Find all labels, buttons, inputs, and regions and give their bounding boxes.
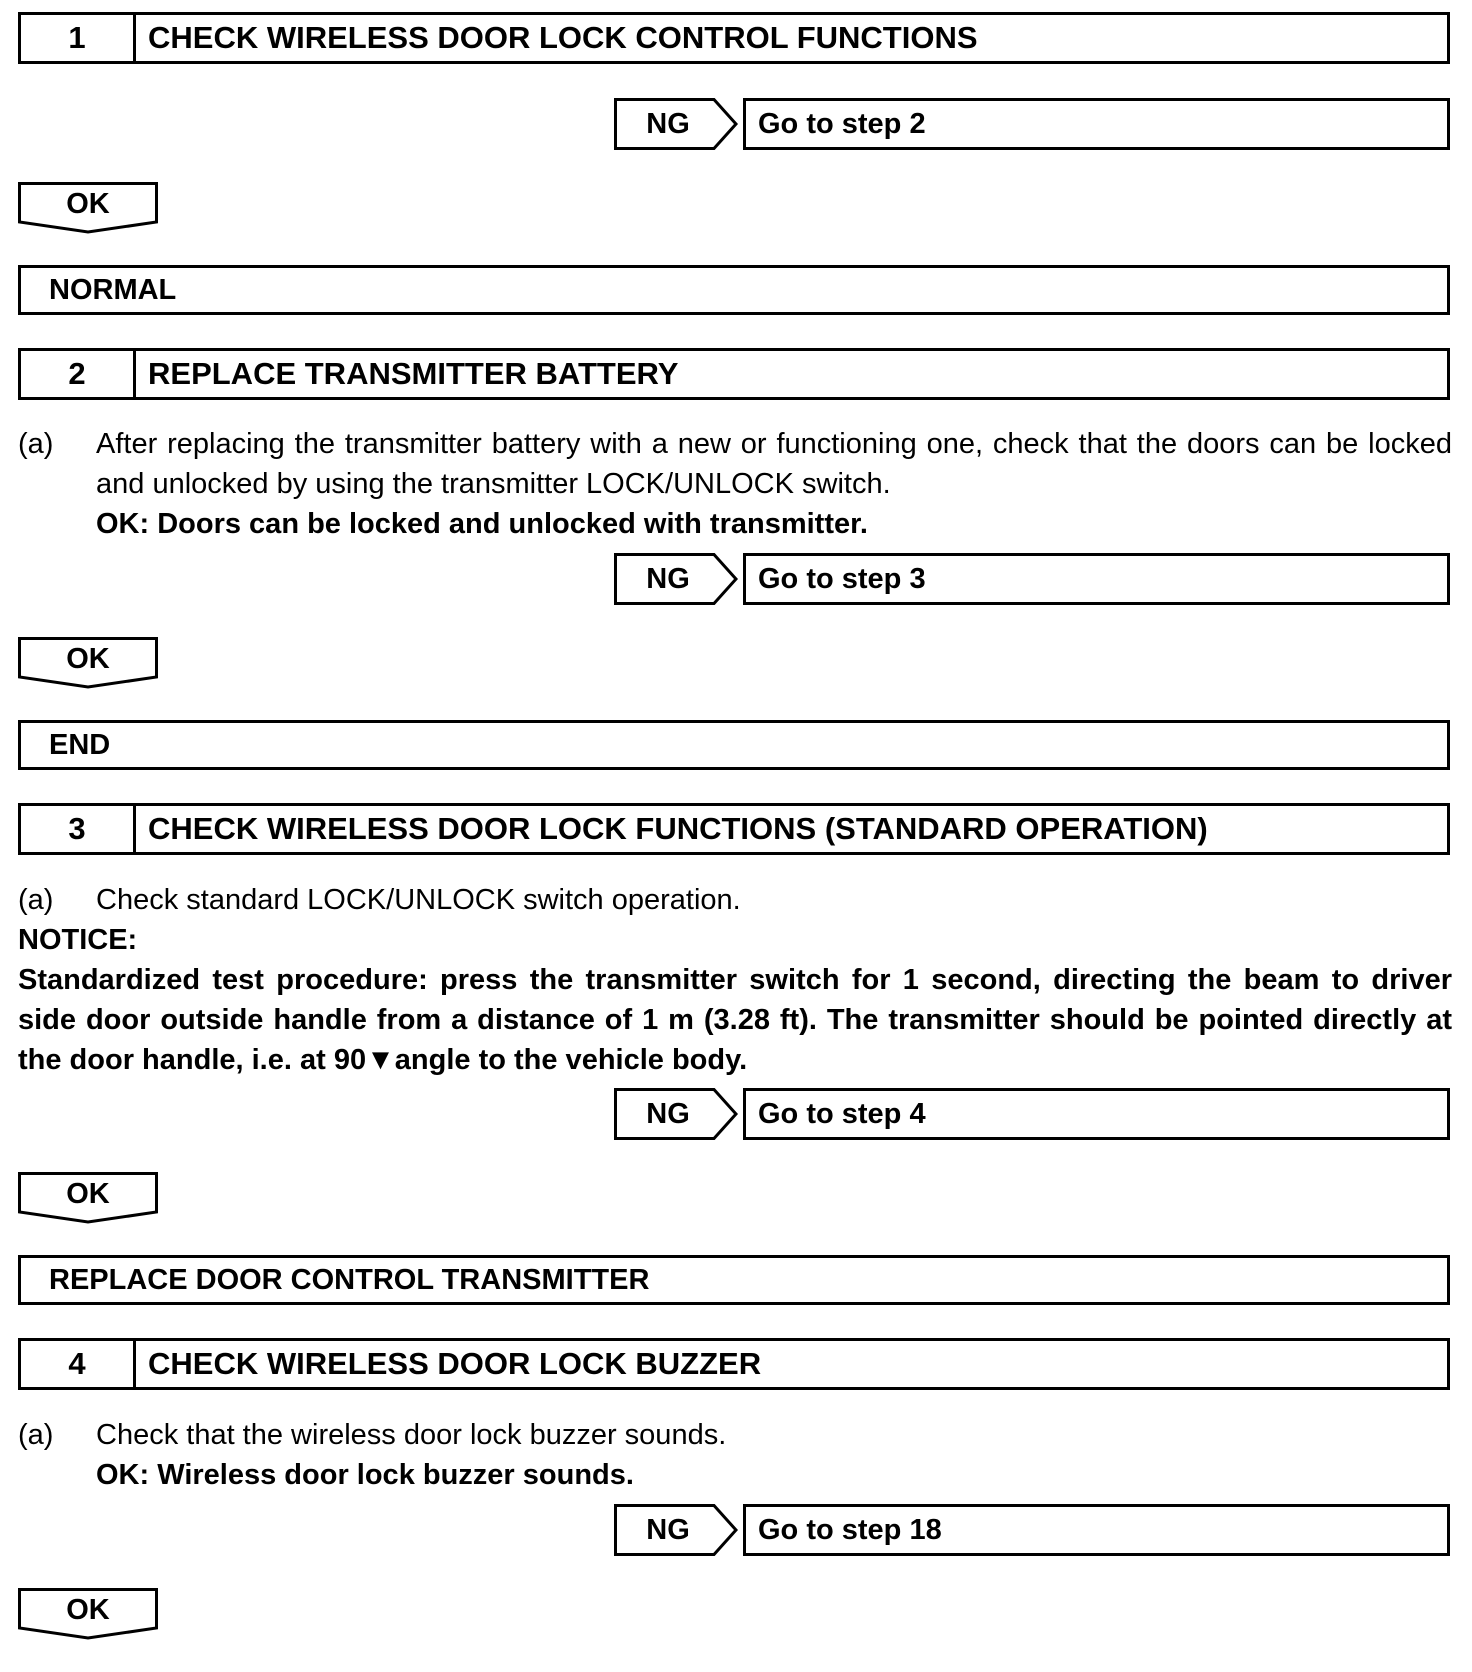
ng-tag	[614, 1504, 738, 1556]
step-number: 2	[21, 351, 136, 397]
goto-step-18-link[interactable]: Go to step 18	[743, 1504, 1450, 1556]
step4-instruction	[18, 1415, 1452, 1495]
item-marker: (a)	[18, 884, 54, 916]
goto-step-2-link[interactable]: Go to step 2	[743, 98, 1450, 150]
step-header-3	[18, 803, 1450, 855]
ok-criterion: OK: Doors can be locked and unlocked with transmitter.	[96, 508, 868, 540]
ok-tag	[18, 1588, 158, 1640]
instruction-text: Check standard LOCK/UNLOCK switch operation.	[96, 884, 741, 916]
instruction-text: After replacing the transmitter battery with a new or functioning one, check that the doors can be locked and unlocked by using the transmitter LOCK/UNLOCK switch.	[96, 428, 1452, 500]
ng-tag	[614, 1088, 738, 1140]
step-number: 3	[21, 806, 136, 852]
ok-label: OK	[66, 1593, 110, 1626]
instruction-text: Check that the wireless door lock buzzer sounds.	[96, 1419, 727, 1451]
notice-text: Standardized test procedure: press the transmitter switch for 1 second, directing the beam to driver side door outside handle from a distance of 1 m (3.28 ft). The transmitter should be pointed directly at the door handle, i.e. at 90▼angle to the vehicle body.	[18, 964, 1452, 1076]
ok-label: OK	[66, 187, 110, 220]
step-header-4	[18, 1338, 1450, 1390]
result-normal: NORMAL	[18, 265, 1450, 315]
notice-label: NOTICE:	[18, 924, 138, 956]
step-number: 4	[21, 1341, 136, 1387]
goto-step-4-link[interactable]: Go to step 4	[743, 1088, 1450, 1140]
ok-tag	[18, 182, 158, 234]
step-title: CHECK WIRELESS DOOR LOCK BUZZER	[148, 1346, 762, 1381]
ok-label: OK	[66, 642, 110, 675]
step-title: REPLACE TRANSMITTER BATTERY	[148, 356, 679, 391]
ok-tag	[18, 637, 158, 689]
ng-label: NG	[646, 1097, 690, 1130]
step-header-1	[18, 12, 1450, 64]
ng-tag	[614, 553, 738, 605]
step2-instruction	[18, 424, 1452, 544]
item-marker: (a)	[18, 1419, 54, 1451]
step-header-2	[18, 348, 1450, 400]
notice-block	[18, 920, 1452, 1080]
step3-instruction	[18, 880, 1452, 920]
ok-label: OK	[66, 1177, 110, 1210]
item-marker: (a)	[18, 428, 54, 460]
step-title: CHECK WIRELESS DOOR LOCK FUNCTIONS (STANDARD OPERATION)	[148, 811, 1208, 846]
ng-label: NG	[646, 562, 690, 595]
ng-label: NG	[646, 1513, 690, 1546]
ng-tag	[614, 98, 738, 150]
ok-criterion: OK: Wireless door lock buzzer sounds.	[96, 1459, 634, 1491]
ok-tag	[18, 1172, 158, 1224]
result-end: END	[18, 720, 1450, 770]
ng-label: NG	[646, 107, 690, 140]
step-number: 1	[21, 15, 136, 61]
goto-step-3-link[interactable]: Go to step 3	[743, 553, 1450, 605]
step-title: CHECK WIRELESS DOOR LOCK CONTROL FUNCTIONS	[148, 20, 978, 55]
result-replace-transmitter: REPLACE DOOR CONTROL TRANSMITTER	[18, 1255, 1450, 1305]
